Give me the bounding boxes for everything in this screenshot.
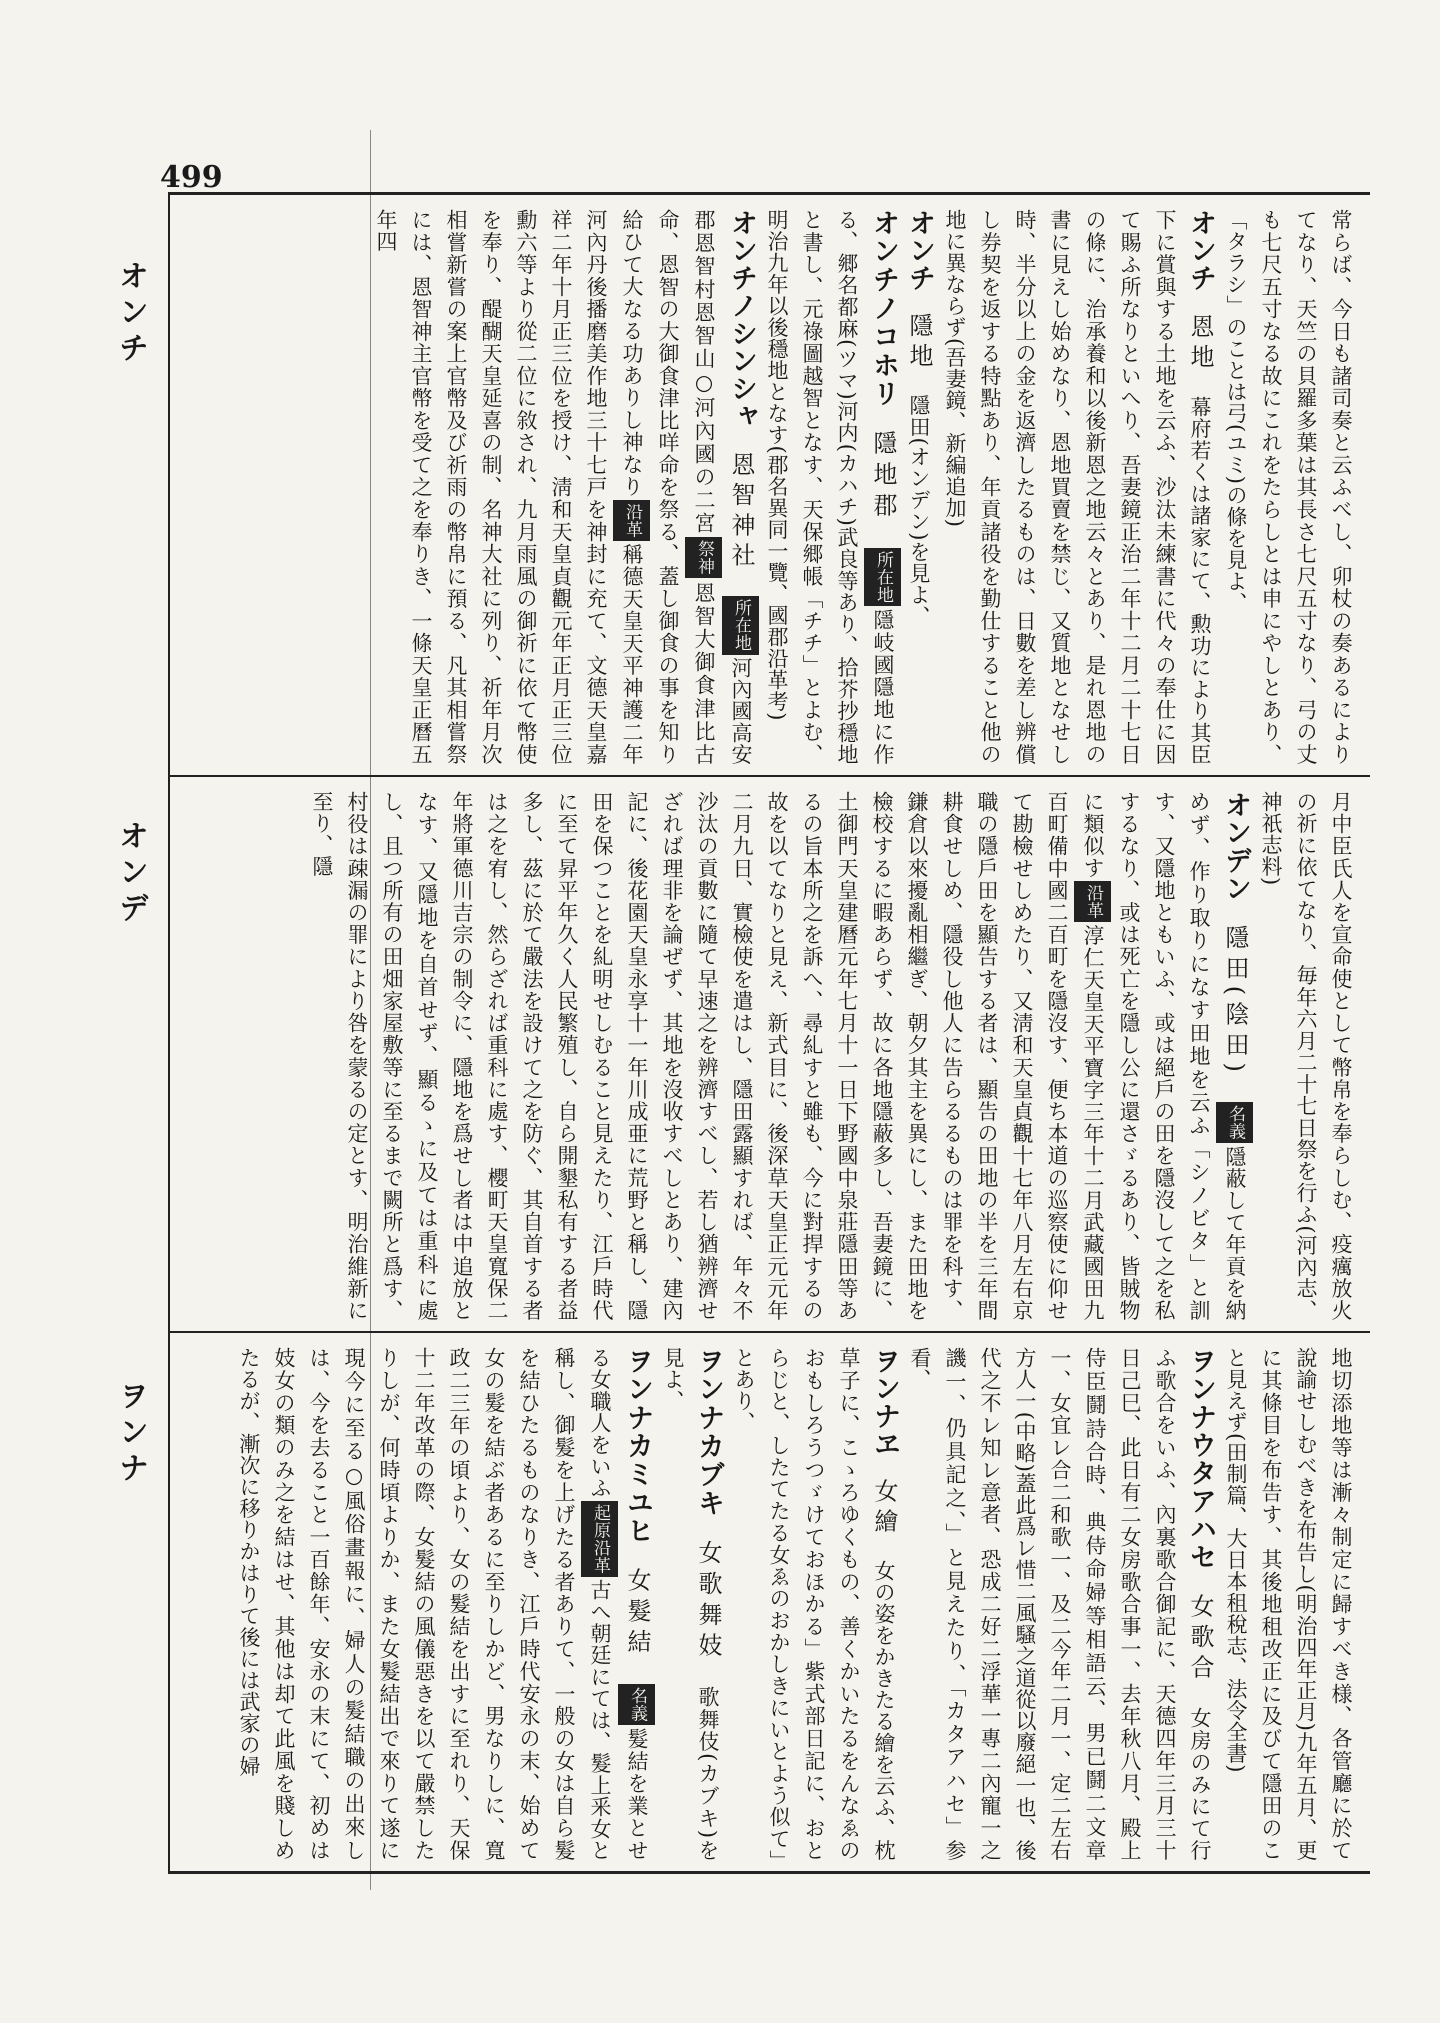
entry-wonna-kabuki <box>655 1347 726 1861</box>
entry-kanji: 隱田(陰田) <box>1221 924 1249 1078</box>
continued-text: 地切添地等は漸々制定に歸すべき様、各管廳に於て說諭せしむべきを布告し(明治四年正月)九年五月、更に其條目を布告す、其後地租改正に及びて隱田のこと見えず(田制篇、大日本租稅志、法令全書) <box>1224 1347 1353 1861</box>
entry-onchi-no-kohori <box>759 209 901 765</box>
entry-body: 淳仁天皇天平寶字三年十二月武藏國田九百町備中國二百町を隱沒す、便ち本道の巡察使に仰せて勘檢せしめたり、又淸和天皇貞觀十七年八月左右京職の隱戶田を顯告する者は、顯告の田地の半を三年間耕食せしめ、隱役し他人に告らるるものは罪を科す、鎌倉以來擾亂相繼ぎ、朝夕其主を異にし、また田地を檢校するに暇あらず、故に各地隱蔽多し、吾妻鏡に、土御門天皇建曆元年七月十一日下野國中泉莊隱田等あるの旨本所之を訴へ、尋糺すと雖も、今に對捍するの故を以てなりと見え、新式目に、後深草天皇正元元年二月九日、實檢使を遣はし、隱田露顯すれば、年々不沙汰の貢數に隨て早速之を辨濟すべし、若し猶辨濟せざれば理非を論ぜず、其地を沒收すべしとあり、建內記に、後花園天皇永享十一年川成亜に荒野と稱し、隱田を保つことを糺明せしむること見えたり、江戶時代に至て昇平年久く人民繁殖し、自ら開墾私有する者益多し、茲に於て嚴法を設けて之を防ぐ、其自首する者は之を宥し、然らざれば重科に處す、櫻町天皇寬保二年將軍德川吉宗の制令に、隱地を爲せし者は中追放となす、又隱地を自首せず、顯るゝに及ては重科に處し、且つ所有の田畑家屋敷等に至るまで闕所と爲す、村役は疎漏の罪により咎を蒙るの定とす、明治維新に至り、隱 <box>310 791 1105 1322</box>
entry-onchi-no-shinsha <box>368 209 759 765</box>
entry-headword: オンチノコホリ <box>868 209 899 408</box>
entry-headword: ヲンナウタアハセ <box>1185 1347 1216 1572</box>
entry-tag: 所在地 <box>864 548 901 607</box>
entry-body: 隱岐國隱地に作る、郷名都麻(ツマ)河内(カハチ)武良等あり、拾芥抄穩地と書し、元祿圖越智となす、天保郷帳「チチ」とよむ、明治九年以後穩地となす(郡名異同一覽、國郡沿革考) <box>765 209 895 766</box>
continued-text: 月中臣氏人を宣命使として幣帛を奉らしむ、疫癘放火の祈に依てなり、毎年六月二十七日祭を行ふ(河內志、神祇志料) <box>1259 791 1353 1321</box>
band-wonna <box>170 1331 1370 1871</box>
side-label-onchi: オンチ <box>113 260 148 368</box>
entry-tag: 起原沿革 <box>581 1501 618 1577</box>
entry-body: 幕府若くは諸家にて、勲功により其臣下に賞與する土地を云ふ、沙汰未練書に代々の奉仕に因て賜ふ所なりといへり、吾妻鏡正治二年十二月二十七日の條に、治承養和以後新恩之地云々とあり、是れ恩地の書に見えし始めなり、恩地買賣を禁じ、又質地となせし時、半分以上の金を返濟したるものは、日數を差し辨償し券契を返する特點あり、年貢諸役を勤仕すること他の地に異ならず(吾妻鏡、新編追加) <box>943 209 1212 766</box>
side-label-onde: オンデ <box>113 820 148 928</box>
entry-body: 歌舞伎(カブキ)を見よ、 <box>661 1347 720 1862</box>
entry-tag: 沿革 <box>613 500 650 541</box>
entry-body: 女の姿をかきたる繪を云ふ、枕草子に、こゝろゆくもの、善くかいたるをんなゑのおもしろうつゞけておほかる」紫式部日記に、おとらじと、したてたる女ゑのおかしきにいとよう似て」とあり、 <box>732 1347 896 1861</box>
entry-body: 女房のみにて行ふ歌合をいふ、內裏歌合御記に、天德四年三月三十日己巳、此日有二女房歌合事一、去年秋八月、殿上侍臣鬪詩合時、典侍命婦等相語云、男已鬪二文章一、女宜レ合二和歌一、及二今年二月一、定二左右方人一(中略)蓋此爲レ惜二風騷之道從以廢絕一也、後代之不レ知レ意者、恐成二好二浮華一專二內寵一之譏一、仍具記之、」と見えたり、「カタアハセ」参看、 <box>908 1347 1212 1862</box>
entry-kanji: 女歌舞妓 <box>694 1539 722 1664</box>
page-number: 499 <box>160 160 223 195</box>
band-text <box>223 1333 1370 1871</box>
entry-tag: 名義 <box>618 1684 655 1725</box>
band-onde <box>170 775 1370 1331</box>
entry-body: 隱田(オンデン)を見よ、 <box>907 394 931 627</box>
entry-kanji: 女歌合 <box>1186 1593 1214 1686</box>
band-onchi <box>170 195 1370 775</box>
continued-text: 常らば、今日も諸司奏と云ふべし、卯杖の奏あるによりてなり、天竺の貝羅多葉は其長さ七尺五寸なり、弓の丈も七尺五寸なる故にこれをたらしとは申にやしとあり、「タラシ」のことは弓(ユミ)の條を見よ、 <box>1224 209 1353 765</box>
entry-headword: ヲンナカブキ <box>693 1347 724 1518</box>
entry-wonna-kamiyuhi <box>231 1347 655 1861</box>
entry-body: 隱蔽して年貢を納めず、作り取りになす田地を云ふ「シノビタ」と訓す、又隱地ともいふ、或は絕戶の田を隱沒して之を私するなり、或は死亡を隱し公に還さゞるあり、皆賊物に類似す <box>1081 791 1247 1322</box>
entry-headword: オンチノシンシャ <box>726 209 757 431</box>
entry-wonna-utaawase <box>902 1347 1218 1861</box>
entry-kanji: 隱地 <box>905 313 933 373</box>
entry-body: 髮結を業とせる女職人をいふ <box>588 1347 649 1862</box>
band-text <box>296 777 1370 1331</box>
entry-body: 古へ朝廷にては、髮上釆女と稱し、御髮を上げたる者ありて、一般の女は自ら髮を結ひたるものなりき、江戶時代安永の末、始めて女の髮を結ぶ者あるに至りしかど、男なりしに、寬政二三年の頃より、女の髮結を出すに至れり、天保十二年改革の際、女髮結の風儀惡きを以て嚴禁したりしが、何時頃よりか、また女髮結出で來りて遂に現今に至る○風俗畫報に、婦人の髮結職の出來しは、今を去ること一百餘年、安永の末にて、初めは妓女の類のみ之を結はせ、其他は却て此風を賤しめたるが、漸次に移りかはりて後には武家の婦 <box>237 1347 612 1862</box>
entry-headword: オンチ <box>1185 209 1216 293</box>
side-label-wonna: ヲンナ <box>113 1380 148 1488</box>
entry-kanji: 女髮結 <box>623 1567 651 1660</box>
entry-tag: 名義 <box>1216 1102 1253 1143</box>
entry-kanji: 隱地郡 <box>869 430 897 524</box>
entry-onchi-inchi <box>901 209 937 765</box>
entry-onchi-onchi <box>937 209 1218 765</box>
entry-headword: ヲンナカミユヒ <box>622 1347 653 1546</box>
entry-body: 河內國高安郡恩智村恩智山○河內國の二宮 <box>692 209 753 766</box>
entry-wonna-e <box>726 1347 902 1861</box>
entry-kanji: 恩地 <box>1186 313 1214 375</box>
entry-tag: 所在地 <box>722 596 759 655</box>
entry-tag: 祭神 <box>685 537 722 578</box>
page-frame <box>168 192 1370 1874</box>
entry-kanji: 女繪 <box>870 1478 898 1539</box>
band-text <box>360 195 1370 775</box>
entry-kanji: 恩智神社 <box>727 451 755 573</box>
entry-body: 稱德天皇天平神護二年河內丹後播磨美作地三十七戸を神封に充て、文德天皇嘉祥二年十月正三位を授け、淸和天皇貞觀元年正月正三位勳六等より從二位に敘され、九月雨風の御祈に依て幣使を奉り、醍醐天皇延喜の制、名神大社に列り、祈年月次相嘗新嘗の案上官幣及び祈雨の幣帛に預る、凡其相嘗祭には、恩智神主官幣を受て之を奉りき、一條天皇正曆五年四 <box>374 209 644 766</box>
entry-headword: ヲンナヱ <box>869 1347 900 1457</box>
entry-onden <box>304 791 1253 1321</box>
entry-headword: オンデン <box>1220 791 1251 903</box>
entry-body: 恩智大御食津比古命、恩智の大御食津比咩命を祭る、蓋し御食の事を知り給ひて大なる功ありし神なり <box>620 209 716 766</box>
entry-headword: オンチ <box>904 209 935 292</box>
entry-tag: 沿革 <box>1074 881 1111 922</box>
